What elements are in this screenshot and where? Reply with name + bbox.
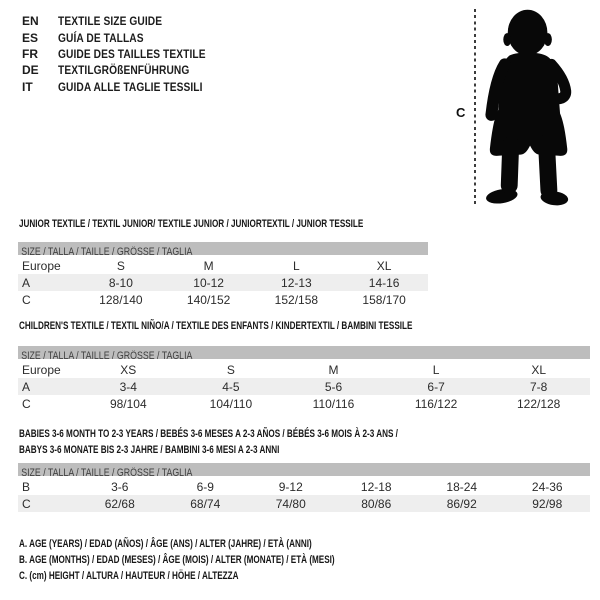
table-cell: 140/152 [186, 292, 231, 307]
table-cell: 9-12 [278, 479, 303, 494]
table-cell: XS [120, 362, 137, 377]
measurement-legend [19, 536, 446, 585]
table-row [18, 257, 428, 274]
table-cell: 68/74 [190, 496, 221, 511]
language-code: ES [22, 30, 39, 45]
table-cell: 5-6 [324, 379, 343, 394]
language-code: FR [22, 46, 38, 61]
children-size-table [18, 346, 590, 412]
table-cell: 104/110 [209, 396, 253, 411]
table-cell: 6-9 [196, 479, 214, 494]
table-cell: M [203, 258, 214, 273]
language-title: TEXTILGRÖßENFÜHRUNG [58, 63, 190, 78]
language-row [22, 62, 232, 78]
table-cell: 116/122 [414, 396, 458, 411]
table-cell: 3-6 [111, 479, 129, 494]
language-title: GUIDA ALLE TAGLIE TESSILI [58, 79, 203, 94]
table-row [18, 378, 590, 395]
legend-line-b: B. AGE (MONTHS) / EDAD (MESES) / ÂGE (MOIS) / ALTER (MONATE) / ETÀ (MESI) [19, 554, 335, 567]
language-title-list [22, 13, 232, 95]
table-cell: XL [376, 258, 392, 273]
table-cell: 8-10 [108, 275, 133, 290]
table-cell: 12-18 [360, 479, 392, 494]
babies-table-title-line1: BABIES 3-6 MONTH TO 2-3 YEARS / BEBÉS 3-6 MESES A 2-3 AÑOS / BÉBÉS 3-6 MOIS À 2-3 ANS / [19, 428, 398, 440]
table-cell: 86/92 [446, 496, 477, 511]
height-measure-label: C [456, 105, 466, 120]
language-row [22, 29, 232, 45]
table-row [18, 495, 590, 512]
table-cell: 110/116 [312, 396, 355, 411]
row-label: C [22, 292, 31, 307]
babies-table-title [19, 427, 398, 458]
size-header-bar [18, 346, 590, 359]
language-title: TEXTILE SIZE GUIDE [58, 14, 163, 29]
table-cell: 14-16 [368, 275, 400, 290]
row-label: Europe [22, 258, 61, 273]
size-header-bar [18, 463, 590, 476]
table-rows [18, 478, 590, 512]
table-cell: XL [531, 362, 547, 377]
table-cell: 152/158 [274, 292, 319, 307]
size-header-text: SIZE / TALLA / TAILLE / GRÖSSE / TAGLIA [21, 350, 193, 359]
table-cell: S [116, 258, 125, 273]
size-header-text: SIZE / TALLA / TAILLE / GRÖSSE / TAGLIA [21, 246, 193, 255]
language-code: EN [22, 14, 39, 29]
table-cell: L [293, 258, 300, 273]
language-title: GUÍA DE TALLAS [58, 30, 144, 45]
table-cell: L [432, 362, 440, 377]
table-cell: S [226, 362, 235, 377]
table-cell: 6-7 [427, 379, 445, 394]
table-cell: 24-36 [531, 479, 563, 494]
row-label: A [22, 275, 31, 290]
language-code: DE [22, 63, 39, 78]
table-cell: 12-13 [281, 275, 312, 290]
table-cell: 18-24 [446, 479, 478, 494]
table-cell: M [328, 362, 339, 377]
table-cell: 62/68 [104, 496, 135, 511]
language-code: IT [22, 79, 33, 94]
table-rows [18, 257, 428, 308]
table-cell: 3-4 [119, 379, 137, 394]
height-dashed-line [474, 9, 476, 207]
row-label: C [22, 496, 31, 511]
toddler-silhouette-icon [477, 5, 596, 207]
children-table-title: CHILDREN'S TEXTILE / TEXTIL NIÑO/A / TEXTILE DES ENFANTS / KINDERTEXTIL / BAMBINI TESSILE [19, 320, 413, 332]
table-cell: 128/140 [99, 292, 143, 307]
language-row [22, 79, 232, 95]
row-label: C [22, 396, 31, 411]
table-cell: 7-8 [530, 379, 548, 394]
table-row [18, 478, 590, 495]
size-header-text: SIZE / TALLA / TAILLE / GRÖSSE / TAGLIA [21, 467, 193, 476]
language-row [22, 13, 232, 29]
language-title: GUIDE DES TAILLES TEXTILE [58, 46, 206, 61]
legend-line-c: C. (cm) HEIGHT / ALTURA / HAUTEUR / HÖHE / ALTEZZA [19, 570, 239, 583]
table-cell: 74/80 [275, 496, 306, 511]
table-row [18, 274, 428, 291]
table-cell: 158/170 [362, 292, 406, 307]
table-cell: 10-12 [193, 275, 224, 290]
row-label: B [22, 479, 31, 494]
language-row [22, 46, 232, 62]
legend-line-a: A. AGE (YEARS) / EDAD (AÑOS) / ÂGE (ANS) / ALTER (JAHRE) / ETÀ (ANNI) [19, 538, 312, 550]
table-cell: 98/104 [109, 396, 147, 411]
row-label: Europe [22, 362, 61, 377]
junior-table-title: JUNIOR TEXTILE / TEXTIL JUNIOR/ TEXTILE JUNIOR / JUNIORTEXTIL / JUNIOR TESSILE [19, 218, 364, 230]
babies-table-title-line2: BABYS 3-6 MONATE BIS 2-3 JAHRE / BAMBINI 3-6 MESI A 2-3 ANNI [19, 443, 280, 456]
row-label: A [22, 379, 31, 394]
size-header-bar [18, 242, 428, 255]
table-rows [18, 361, 590, 412]
babies-size-table [18, 463, 590, 512]
table-row [18, 395, 590, 412]
table-cell: 4-5 [222, 379, 240, 394]
table-row [18, 361, 590, 378]
table-cell: 80/86 [361, 496, 392, 511]
junior-size-table [18, 242, 428, 308]
table-cell: 92/98 [532, 496, 563, 511]
table-row [18, 291, 428, 308]
table-cell: 122/128 [516, 396, 561, 411]
